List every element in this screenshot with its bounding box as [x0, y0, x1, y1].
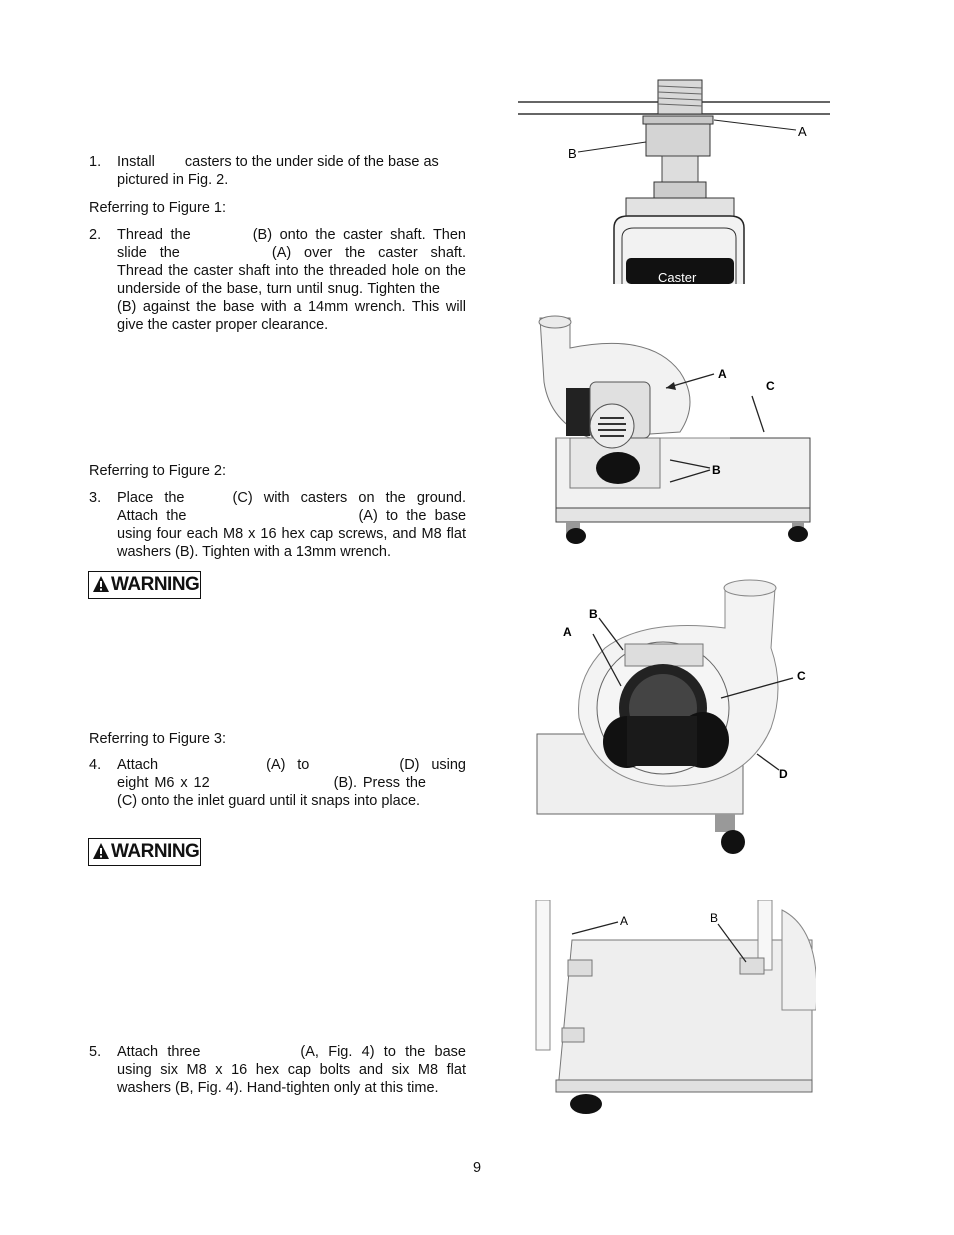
step-text: Attach [117, 757, 159, 773]
step-text: (D) using eight M6 x 12 [117, 757, 467, 791]
callout-c: C [766, 379, 775, 393]
caster-label: Caster [658, 270, 697, 284]
callout-a: A [798, 124, 807, 139]
callout-c: C [797, 669, 806, 683]
page-number: 9 [472, 1160, 482, 1176]
warning-text: WARNING [111, 574, 200, 595]
step-text: Place the [117, 490, 185, 506]
figure-3-inlet-guard [535, 578, 815, 858]
warning-label [88, 838, 201, 866]
callout-b: B [712, 463, 721, 477]
warning-triangle-icon [92, 842, 110, 860]
callout-a: A [718, 367, 727, 381]
callout-b: B [589, 607, 598, 621]
callout-a: A [620, 914, 629, 928]
step-text: Install [117, 154, 155, 170]
callout-b: B [568, 146, 577, 161]
step-text: (B) against the base with a 14mm wrench. This will give the caster proper clearance. [117, 299, 466, 333]
figure-2-blower-base [530, 312, 820, 550]
warning-label [88, 571, 201, 599]
figure-reference: Referring to Figure 1: [89, 200, 227, 216]
figure-reference: Referring to Figure 2: [89, 463, 227, 479]
step-number: 1. [89, 154, 102, 170]
step-text: (A, Fig. 4) to the base using six M8 x 16 hex cap bolts and six M8 flat washers (B, Fig. 4). Hand-tighten only at this time. [117, 1044, 466, 1096]
figure-4-support-stand [532, 900, 816, 1118]
step-2 [89, 226, 466, 334]
step-text: (B). Press the [333, 775, 426, 791]
step-text: (A) to the base using four each M8 x 16 hex cap screws, and M8 flat washers (B). Tighten with a 13mm wrench. [117, 508, 467, 560]
step-text: (C) onto the inlet guard until it snaps into place. [117, 793, 421, 809]
step-1 [89, 153, 466, 189]
step-text: (A) to [266, 757, 310, 773]
step-number: 3. [89, 490, 102, 506]
figure-reference: Referring to Figure 3: [89, 731, 227, 747]
figure-1-caster [518, 78, 832, 284]
step-text: (C) with casters on the ground. Attach the [117, 490, 466, 524]
warning-text: WARNING [111, 841, 200, 862]
step-3 [89, 489, 466, 561]
warning-triangle-icon [92, 575, 110, 593]
step-number: 2. [89, 227, 102, 243]
step-text: Thread the [117, 227, 191, 243]
callout-d: D [779, 767, 788, 781]
step-4 [89, 756, 466, 810]
callout-b: B [710, 911, 719, 925]
step-text: Attach three [117, 1044, 201, 1060]
step-number: 5. [89, 1044, 102, 1060]
step-text: (A) over the caster shaft. Thread the caster shaft into the threaded hole on the underside of the base, turn until snug. Tighten the [117, 245, 466, 297]
step-5 [89, 1043, 466, 1097]
callout-a: A [563, 625, 572, 639]
step-text: casters to the under side of the base as pictured in Fig. 2. [117, 154, 439, 188]
step-text: (B) onto the caster shaft. Then slide the [117, 227, 466, 261]
step-number: 4. [89, 757, 102, 773]
